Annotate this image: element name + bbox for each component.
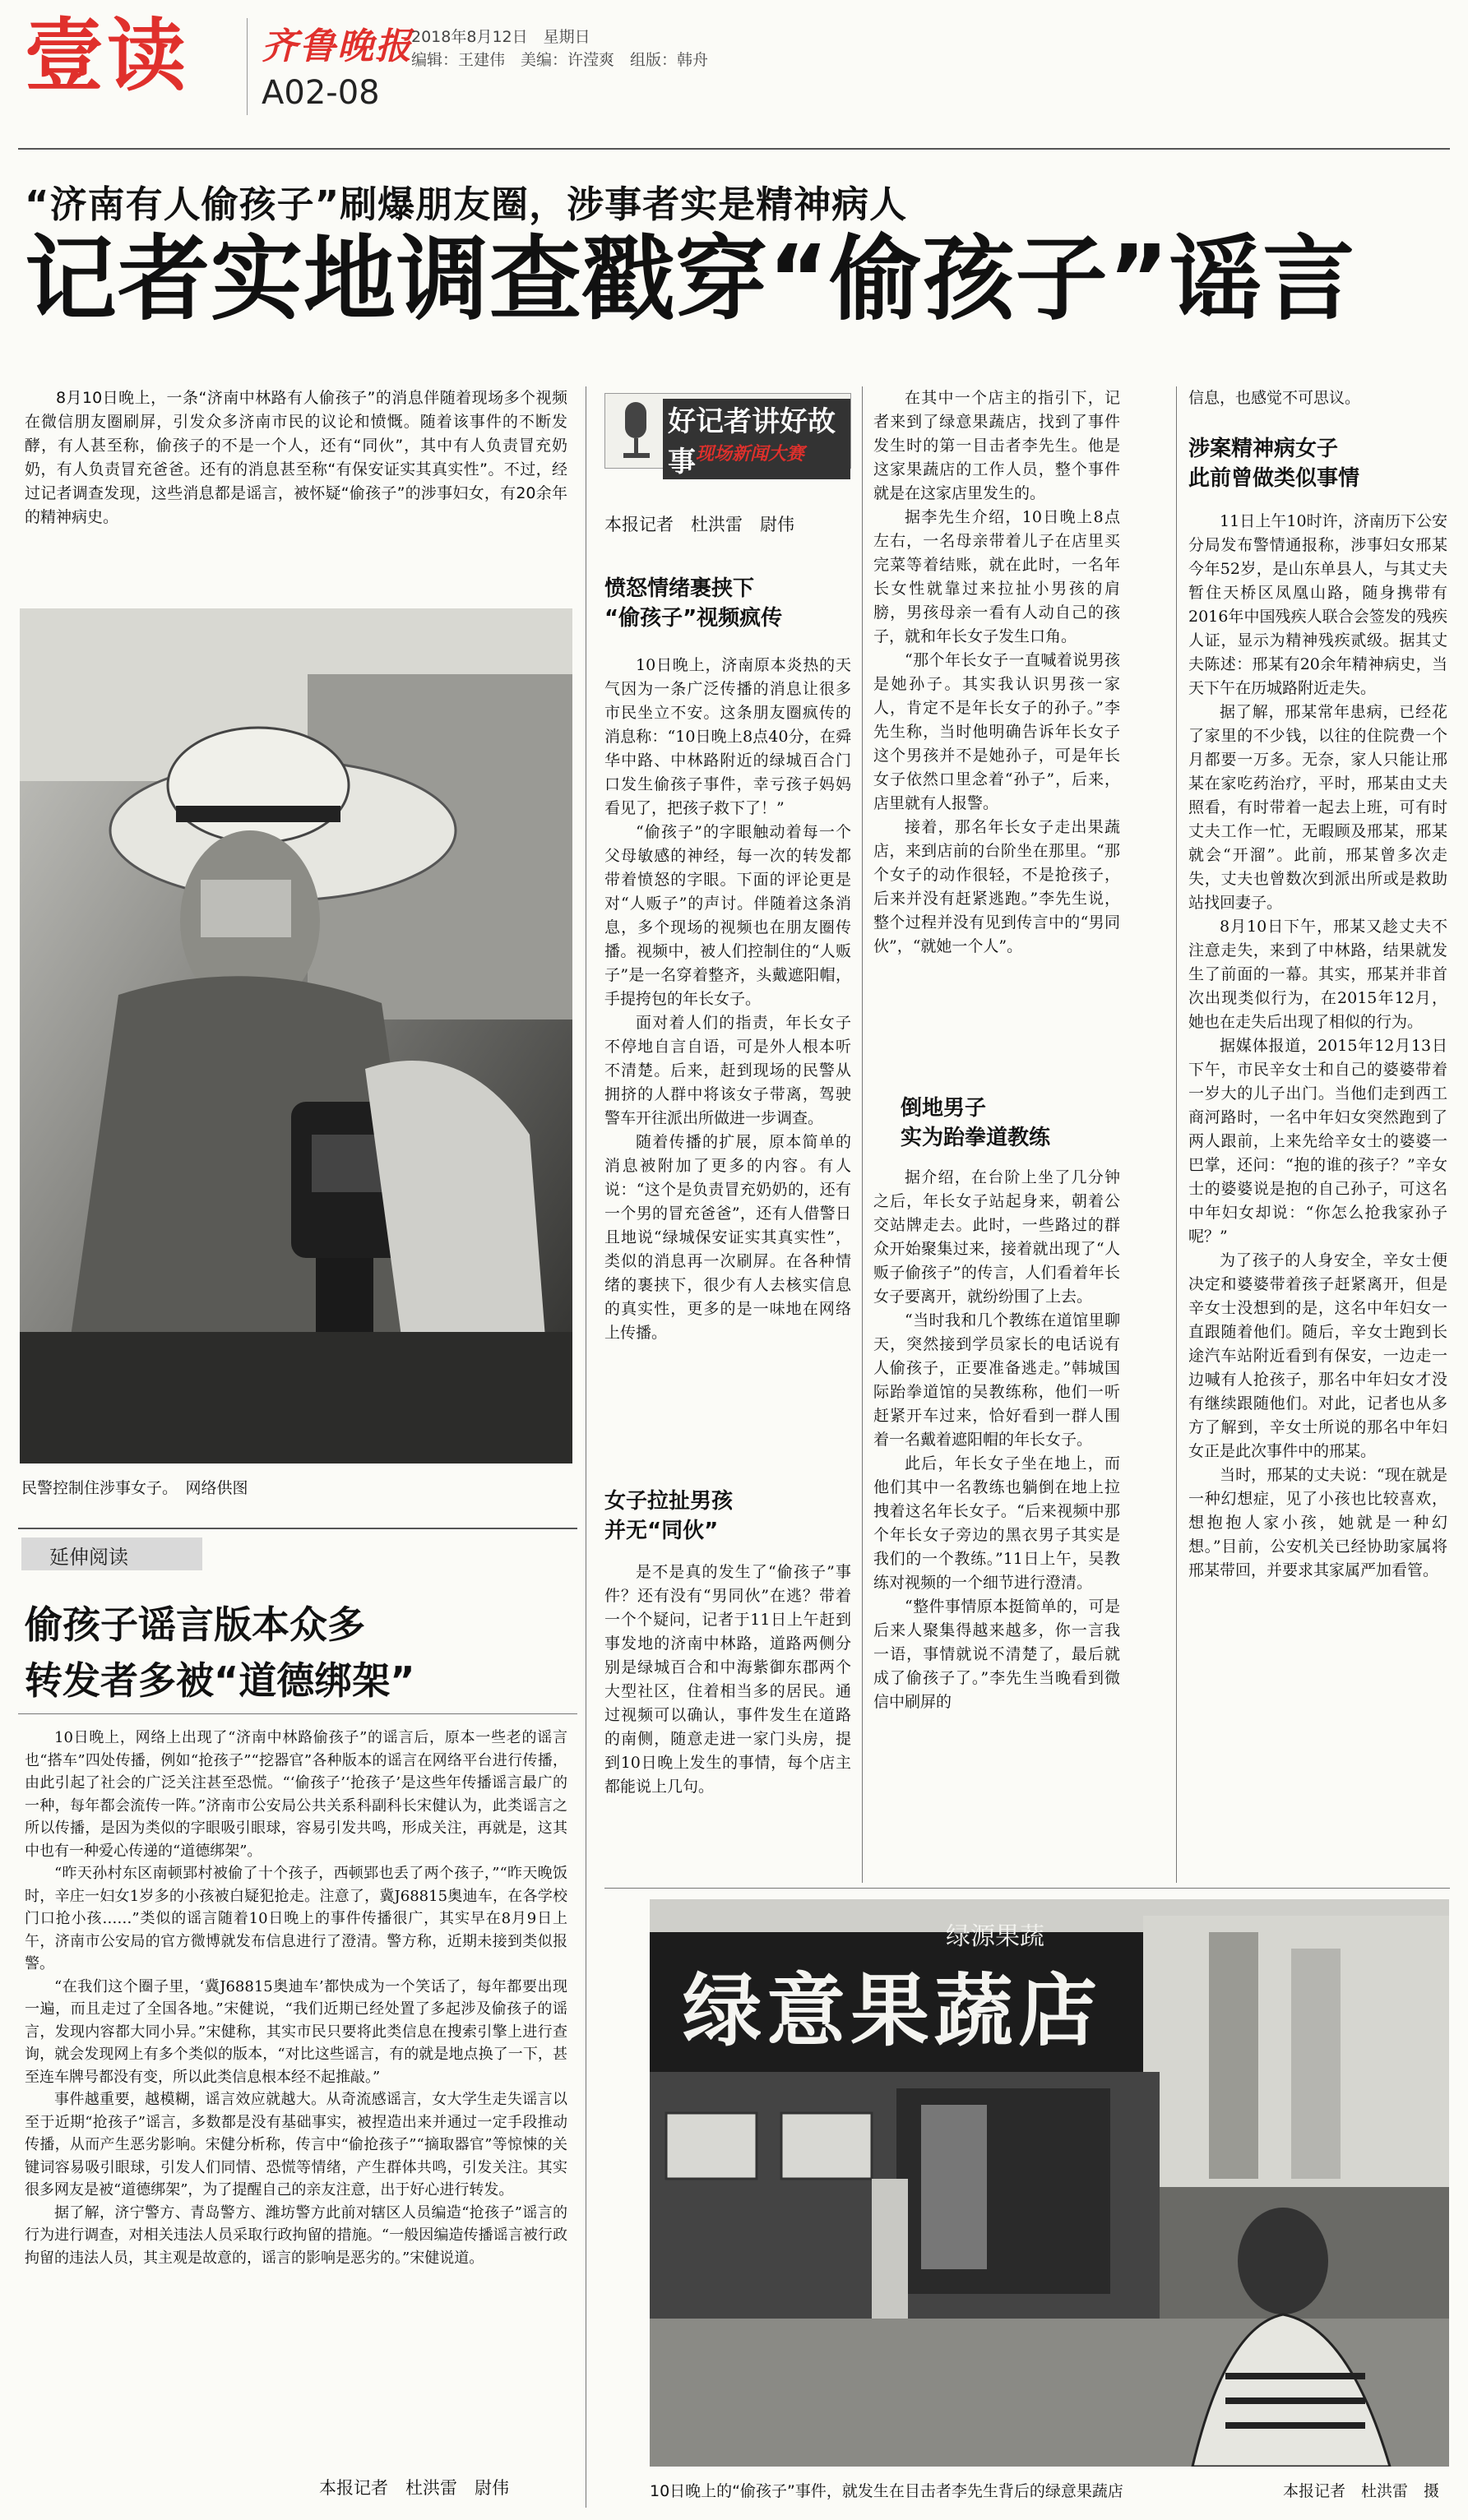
section-title: 壹读	[25, 10, 189, 102]
story-byline: 本报记者 杜洪雷 尉伟	[604, 515, 794, 534]
paragraph: 信息，也感觉不可思议。	[1188, 389, 1361, 407]
paragraph: 当时，邢某的丈夫说：“现在就是一种幻想症，见了小孩也比较喜欢，想抱抱人家小孩，她就是一种幻想。”目前，公安机关已经协助家属将邢某带回，并要求其家属严加看管。	[1188, 1466, 1447, 1579]
photo1-caption: 民警控制住涉事女子。 网络供图	[21, 1479, 248, 1497]
shop-sign-text: 绿意果蔬店	[683, 1965, 1102, 2057]
section-heading-line: 女子拉扯男孩	[604, 1489, 734, 1514]
paragraph: 据介绍，在台阶上坐了几分钟之后，年长女子站起身来，朝着公交站牌走去。此时，一些路过的群众开始聚集过来，接着就出现了“人贩子偷孩子”的传言，人们看着年长女子要离开，就纷纷围了上去。	[873, 1168, 1120, 1306]
section-heading-3	[901, 1094, 1123, 1153]
section-heading-line: “偷孩子”视频疯传	[604, 606, 783, 631]
sidebar-headline-1: 偷孩子谣言版本众多	[25, 1602, 365, 1647]
paragraph: 面对着人们的指责，年长女子不停地自言自语，可是外人根本听不清楚。后来，赶到现场的民警从拥挤的人群中将该女子带离，驾驶警车开往派出所做进一步调查。	[604, 1014, 851, 1127]
sidebar-paragraph: 据了解，济宁警方、青岛警方、潍坊警方此前对辖区人员编造“抢孩子”谣言的行为进行调查，对相关违法人员采取行政拘留的措施。“一般因编造传播谣言被行政拘留的违法人员，其主观是故意的，谣言的影响是恶劣的。”宋健说道。	[25, 2203, 567, 2267]
banner-subtitle: 现场新闻大赛	[696, 443, 805, 465]
contest-banner	[604, 393, 851, 479]
photo2-credit: 本报记者 杜洪雷 摄	[1283, 2482, 1440, 2500]
police-control-photo	[20, 608, 572, 1463]
sidebar-head-rule	[18, 1713, 577, 1714]
banner-title: 好记者讲好故事	[663, 399, 850, 479]
paragraph: 据了解，邢某常年患病，已经花了家里的不少钱，以往的住院费一个月都要一万多。无奈，家人只能让邢某在家吃药治疗，平时，邢某由丈夫照看，有时带着一起去上班，可有时丈夫工作一忙，无暇顾及邢某，邢某就会“开溜”。此前，邢某曾多次走失，丈夫也曾数次到派出所或是救助站找回妻子。	[1188, 703, 1447, 912]
column-3-body	[1188, 510, 1447, 1583]
paragraph: “那个年长女子一直喊着说男孩是她孙子。其实我认识男孩一家人，肯定不是年长女子的孙子。”李先生称，当时他明确告诉年长女子这个男孩并不是她孙子，可是年长女子依然口里念着“孙子”，后来，店里就有人报警。	[873, 651, 1120, 812]
section-heading-line: 倒地男子	[901, 1096, 987, 1121]
editor-credits: 编辑：王建伟 美编：许滢爽 组版：韩舟	[411, 51, 709, 69]
column-1-body-b	[604, 1561, 851, 1799]
masthead-rule	[18, 148, 1450, 150]
column-1-body	[604, 654, 851, 1345]
headline-main: 记者实地调查戳穿“偷孩子”谣言	[25, 226, 1356, 333]
headline-kicker: “济南有人偷孩子”刷爆朋友圈，涉事者实是精神病人	[25, 183, 908, 226]
newspaper-logo: 齐鲁晚报	[262, 25, 413, 67]
sidebar-paragraph: 事件越重要，越模糊，谣言效应就越大。从奇流感谣言，女大学生走失谣言以至于近期“抢孩子”谣言，多数都是没有基础事实，被捏造出来并通过一定手段推动传播，从而产生恶劣影响。宋健分析称，传言中“偷抢孩子”“摘取器官”等惊悚的关键词容易吸引眼球，引发人们同情、恐慌等情绪，产生群体共鸣，引发关注。其实很多网友是被“道德绑架”，为了提醒自己的亲友注意，出于好心进行转发。	[25, 2091, 567, 2199]
section-heading-1	[604, 574, 851, 633]
paragraph: 随着传播的扩展，原本简单的消息被附加了更多的内容。有人说：“这个是负责冒充奶奶的，还有一个男的冒充爸爸”，还有人借警日且地说“绿城保安证实其真实性”，类似的消息再一次刷屏。在各种情绪的裹挟下，很少有人去核实信息的真实性，更多的是一味地在网络上传播。	[604, 1133, 851, 1342]
shop-sign-small: 绿源果蔬	[946, 1922, 1044, 1951]
paragraph: 8月10日下午，邢某又趁丈夫不注意走失，来到了中林路，结果就发生了前面的一幕。其实，邢某并非首次出现类似行为，在2015年12月，她也在走失后出现了相似的行为。	[1188, 918, 1447, 1031]
paragraph: 11日上午10时许，济南历下公安分局发布警情通报称，涉事妇女邢某今年52岁，是山东单县人，与其丈夫暂住天桥区凤凰山路，随身携带有2016年中国残疾人联合会签发的残疾人证，显示为精神残疾贰级。据其丈夫陈述：邢某有20余年精神病史，当天下午在历城路附近走失。	[1188, 512, 1447, 697]
sidebar-byline: 本报记者 杜洪雷 尉伟	[319, 2478, 509, 2498]
page-number: A02-08	[262, 74, 380, 112]
sidebar-paragraph: “在我们这个圈子里，‘冀J68815奥迪车’都快成为一个笑话了，每年都要出现一遍，而且走过了全国各地。”宋健说，“我们近期已经处置了多起涉及偷孩子的谣言，发现内容都大同小异。”宋健称，其实市民只要将此类信息在搜索引擎上进行查询，就会发现网上有多个类似的版本，“对比这些谣言，有的就是地点换了一下，甚至连车牌号都没有变，所以此类信息根本经不起推敲。”	[25, 1977, 567, 2086]
section-heading-2	[604, 1487, 851, 1546]
paragraph: 据李先生介绍，10日晚上8点左右，一名母亲带着儿子在店里买完菜等着结账，就在此时，一名年长女性就靠过来拉扯小男孩的肩膀，男孩母亲一看有人动自己的孩子，就和年长女子发生口角。	[873, 508, 1120, 645]
photo1-drawing	[20, 608, 572, 1463]
lead-paragraph: 8月10日晚上，一条“济南中林路有人偷孩子”的消息伴随着现场多个视频在微信朋友圈刷屏，引发众多济南市民的议论和愤慨。随着该事件的不断发酵，有人甚至称，偷孩子的不是一个人，还有“同伙”，其中有人负责冒充奶奶，有人负责冒充爸爸。还有的消息甚至称“有保安证实其真实性”。不过，经过记者调查发现，这些消息都是谣言，被怀疑“偷孩子”的涉事妇女，有20余年的精神病史。	[25, 389, 567, 526]
paragraph: 为了孩子的人身安全，辛女士便决定和婆婆带着孩子赶紧离开，但是辛女士没想到的是，这名中年妇女一直跟随着他们。随后，辛女士跑到长途汽车站附近看到有保安，一边走一边喊有人抢孩子，那名中年妇女才没有继续跟随他们。对此，记者也从多方了解到，辛女士所说的那名中年妇女正是此次事件中的邢某。	[1188, 1251, 1447, 1460]
paragraph: 接着，那名年长女子走出果蔬店，来到店前的台阶坐在那里。“那个女子的动作很轻，不是抢孩子，后来并没有赶紧逃跑。”李先生说，整个过程并没有见到传言中的“男同伙”，“就她一个人”。	[873, 818, 1120, 955]
section-heading-line: 此前曾做类似事情	[1188, 466, 1360, 491]
paragraph: “当时我和几个教练在道馆里聊天，突然接到学员家长的电话说有人偷孩子，正要准备逃走。”韩城国际跆拳道馆的吴教练称，他们一听赶紧开车过来，恰好看到一群人围着一名戴着遮阳帽的年长女子。	[873, 1311, 1120, 1449]
column-2-body-b	[873, 1166, 1120, 1714]
photo2-caption: 10日晚上的“偷孩子”事件，就发生在目击者李先生背后的绿意果蔬店	[650, 2482, 1123, 2500]
section-heading-line: 涉案精神病女子	[1188, 437, 1339, 461]
paragraph: “整件事情原本挺简单的，可是后来人聚集得越来越多，你一言我一语，事情就说不清楚了，最后就成了偷孩子了。”李先生当晚看到微信中刷屏的	[873, 1598, 1120, 1711]
sidebar-paragraph: 10日晚上，网络上出现了“济南中林路偷孩子”的谣言后，原本一些老的谣言也“搭车”四处传播，例如“抢孩子”“挖器官”各种版本的谣言在网络平台进行传播，由此引起了社会的广泛关注甚至恐慌。“‘偷孩子’‘抢孩子’是这些年传播谣言最广的一种，每年都会流传一阵。”济南市公安局公共关系科副科长宋健认为，此类谣言之所以传播，是因为类似的字眼吸引眼球，容易引发共鸣，形成关注，再就是，这其中也有一种爱心传递的“道德绑架”。	[25, 1729, 567, 1860]
sidebar-headline-2: 转发者多被“道德绑架”	[25, 1658, 415, 1703]
masthead-divider	[247, 18, 248, 115]
paragraph: 据媒体报道，2015年12月13日下午，市民辛女士和自己的婆婆带着一岁大的儿子出门。当他们走到西工商河路时，一名中年妇女突然跑到了两人跟前，上来先给辛女士的婆婆一巴掌，还问：“抱的谁的孩子？”辛女士的婆婆说是抱的自己孙子，可这名中年妇女却说：“你怎么抢我家孙子呢？”	[1188, 1037, 1447, 1246]
column-divider-2	[1176, 386, 1177, 1883]
column-2-body	[873, 386, 1120, 959]
sidebar-paragraph: “昨天孙村东区南顿郢村被偷了十个孩子，西顿郢也丢了两个孩子，”“昨天晚饭时，辛庄一妇女1岁多的小孩被白疑犯抢走。注意了，冀J68815奥迪车，在各学校门口抢小孩……”类似的谣言随着10日晚上的事件传播很广，其实早在8月9日上午，济南市公安局的官方微博就发布信息进行了澄清。警方称，近期未接到类似报警。	[25, 1865, 567, 1972]
paragraph: 此后，年长女子坐在地上，而他们其中一名教练也躺倒在地上拉拽着这名年长女子。“后来视频中那个年长女子旁边的黑衣男子其实是我们的一个教练。”11日上午，吴教练对视频的一个细节进行澄清。	[873, 1454, 1120, 1592]
storefront-photo	[650, 1899, 1449, 2467]
photo2-top-rule	[604, 1888, 1450, 1889]
paragraph: “偷孩子”的字眼触动着每一个父母敏感的神经，每一次的转发都带着愤怒的字眼。下面的评论更是对“人贩子”的声讨。伴随着这条消息，多个现场的视频也在朋友圈传播。视频中，被人们控制住的“人贩子”是一名穿着整齐，头戴遮阳帽，手提挎包的年长女子。	[604, 823, 851, 1008]
section-heading-line: 并无“同伙”	[604, 1519, 719, 1543]
microphone-icon	[610, 397, 663, 463]
column-3-body-top	[1188, 386, 1447, 410]
paragraph: 在其中一个店主的指引下，记者来到了绿意果蔬店，找到了事件发生时的第一目击者李先生。他是这家果蔬店的工作人员，整个事件就是在这家店里发生的。	[873, 389, 1120, 502]
paragraph: 10日晚上，济南原本炎热的天气因为一条广泛传播的消息让很多市民坐立不安。这条朋友圈疯传的消息称：“10日晚上8点40分，在舜华中路、中林路附近的绿城百合门口发生偷孩子事件，幸亏孩子妈妈看见了，把孩子救下了！”	[604, 656, 851, 817]
section-heading-4	[1188, 434, 1447, 493]
column-divider-1	[862, 386, 863, 1883]
sidebar-body	[25, 1727, 567, 2269]
section-heading-line: 实为跆拳道教练	[901, 1126, 1051, 1150]
paragraph: 是不是真的发生了“偷孩子”事件？还有没有“男同伙”在逃？带着一个个疑问，记者于11日上午赶到事发地的济南中林路，道路两侧分别是绿城百合和中海紫御东郡两个大型社区，住着相当多的居民。通过视频可以确认，事件发生在道路的南侧，随意走进一家门头房，提到10日晚上发生的事情，每个店主都能说上几句。	[604, 1563, 851, 1796]
section-heading-line: 愤怒情绪裹挟下	[604, 576, 755, 601]
sidebar-label: 延伸阅读	[49, 1546, 128, 1569]
sidebar-top-rule	[18, 1528, 577, 1529]
issue-date: 2018年8月12日 星期日	[411, 28, 590, 46]
